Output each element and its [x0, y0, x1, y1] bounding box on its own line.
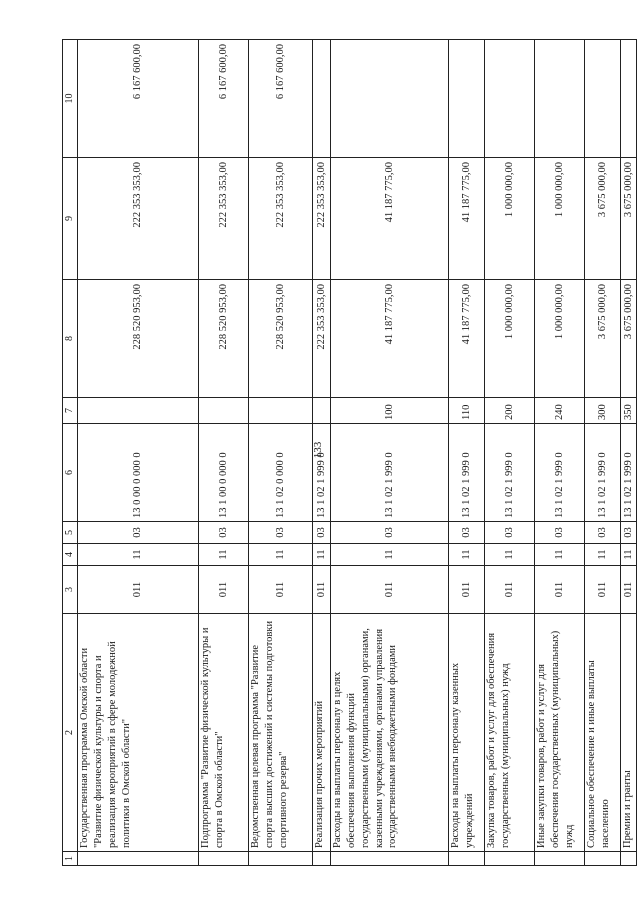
row-cell-col7	[313, 398, 331, 424]
budget-table-region	[62, 40, 634, 866]
column-header: 9	[63, 158, 78, 280]
table-row	[331, 40, 449, 866]
row-cell-col6: 13 1 02 1 999 0	[621, 424, 637, 522]
column-header: 1	[63, 852, 78, 866]
row-cell-col4: 11	[331, 544, 449, 566]
row-cell-col4: 11	[78, 544, 199, 566]
row-cell-col9: 3 675 000,00	[585, 158, 621, 280]
row-cell-col9: 41 187 775,00	[449, 158, 485, 280]
row-cell-col4: 11	[485, 544, 535, 566]
row-cell-col10	[313, 40, 331, 158]
row-cell-col1	[331, 852, 449, 866]
row-cell-col7: 100	[331, 398, 449, 424]
row-cell-col1	[621, 852, 637, 866]
budget-table-rotated	[62, 40, 634, 866]
row-cell-col4: 11	[535, 544, 585, 566]
row-cell-col10	[331, 40, 449, 158]
row-cell-col7	[78, 398, 199, 424]
row-cell-col8: 228 520 953,00	[199, 280, 249, 398]
row-cell-col5: 03	[78, 522, 199, 544]
row-cell-col8: 41 187 775,00	[449, 280, 485, 398]
row-cell-col3: 011	[621, 566, 637, 614]
row-cell-col6: 13 1 00 0 000 0	[199, 424, 249, 522]
row-cell-col9: 222 353 353,00	[313, 158, 331, 280]
row-cell-col6: 13 1 02 1 999 0	[313, 424, 331, 522]
table-row	[78, 40, 199, 866]
row-cell-col8: 228 520 953,00	[78, 280, 199, 398]
row-cell-col4: 11	[199, 544, 249, 566]
row-cell-col8: 1 000 000,00	[485, 280, 535, 398]
row-cell-col5: 03	[199, 522, 249, 544]
row-cell-col3: 011	[485, 566, 535, 614]
row-cell-col8: 228 520 953,00	[249, 280, 313, 398]
row-cell-col3: 011	[249, 566, 313, 614]
row-cell-col4: 11	[585, 544, 621, 566]
row-cell-col5: 03	[249, 522, 313, 544]
row-name-cell: Подпрограмма "Развитие физической культуры и спорта в Омской области"	[199, 614, 249, 852]
row-cell-col9: 41 187 775,00	[331, 158, 449, 280]
row-cell-col8: 3 675 000,00	[621, 280, 637, 398]
table-row	[485, 40, 535, 866]
column-number-row	[63, 40, 78, 866]
row-cell-col5: 03	[585, 522, 621, 544]
row-cell-col1	[485, 852, 535, 866]
row-name-cell: Реализация прочих мероприятий	[313, 614, 331, 852]
row-cell-col9: 1 000 000,00	[485, 158, 535, 280]
row-cell-col1	[199, 852, 249, 866]
row-cell-col5: 03	[535, 522, 585, 544]
column-header: 5	[63, 522, 78, 544]
row-cell-col9: 3 675 000,00	[621, 158, 637, 280]
row-cell-col5: 03	[331, 522, 449, 544]
row-name-cell: Государственная программа Омской области "Развитие физической культуры и спорта и реализация мероприятий в сфере молодежной политики в Омской области"	[78, 614, 199, 852]
row-cell-col7: 200	[485, 398, 535, 424]
column-header: 3	[63, 566, 78, 614]
row-cell-col6: 13 0 00 0 000 0	[78, 424, 199, 522]
row-cell-col6: 13 1 02 1 999 0	[449, 424, 485, 522]
row-name-cell: Расходы на выплаты персоналу в целях обеспечения выполнения функций государственными (муниципальными) органами, казенными учреждениями, органами управления государственными внебюджетными фондами	[331, 614, 449, 852]
row-cell-col10	[585, 40, 621, 158]
row-name-cell: Закупка товаров, работ и услуг для обеспечения государственных (муниципальных) нужд	[485, 614, 535, 852]
row-cell-col10: 6 167 600,00	[249, 40, 313, 158]
column-header: 10	[63, 40, 78, 158]
row-cell-col8: 3 675 000,00	[585, 280, 621, 398]
row-cell-col4: 11	[621, 544, 637, 566]
row-cell-col1	[535, 852, 585, 866]
column-header: 6	[63, 424, 78, 522]
row-cell-col10	[485, 40, 535, 158]
row-cell-col5: 03	[621, 522, 637, 544]
row-name-cell: Иные закупки товаров, работ и услуг для обеспечения государственных (муниципальных) нужд	[535, 614, 585, 852]
row-cell-col3: 011	[585, 566, 621, 614]
row-cell-col6: 13 1 02 0 000 0	[249, 424, 313, 522]
row-cell-col7: 240	[535, 398, 585, 424]
table-row	[621, 40, 637, 866]
table-row	[199, 40, 249, 866]
row-cell-col8: 222 353 353,00	[313, 280, 331, 398]
row-cell-col7	[249, 398, 313, 424]
row-cell-col9: 222 353 353,00	[199, 158, 249, 280]
row-cell-col3: 011	[449, 566, 485, 614]
row-cell-col1	[585, 852, 621, 866]
row-cell-col10: 6 167 600,00	[199, 40, 249, 158]
row-cell-col1	[313, 852, 331, 866]
row-cell-col6: 13 1 02 1 999 0	[485, 424, 535, 522]
table-row	[449, 40, 485, 866]
row-cell-col1	[249, 852, 313, 866]
column-header: 2	[63, 614, 78, 852]
table-row	[585, 40, 621, 866]
row-cell-col4: 11	[249, 544, 313, 566]
table-row	[535, 40, 585, 866]
row-cell-col8: 1 000 000,00	[535, 280, 585, 398]
column-header: 7	[63, 398, 78, 424]
row-cell-col10	[621, 40, 637, 158]
table-row	[249, 40, 313, 866]
row-cell-col5: 03	[485, 522, 535, 544]
row-name-cell: Расходы на выплаты персоналу казенных учреждений	[449, 614, 485, 852]
row-cell-col5: 03	[449, 522, 485, 544]
row-cell-col3: 011	[331, 566, 449, 614]
row-cell-col3: 011	[535, 566, 585, 614]
row-name-cell: Социальное обеспечение и иные выплаты населению	[585, 614, 621, 852]
row-cell-col9: 222 353 353,00	[78, 158, 199, 280]
row-cell-col7: 350	[621, 398, 637, 424]
row-cell-col7: 110	[449, 398, 485, 424]
row-cell-col9: 222 353 353,00	[249, 158, 313, 280]
row-cell-col3: 011	[313, 566, 331, 614]
row-cell-col9: 1 000 000,00	[535, 158, 585, 280]
row-cell-col1	[449, 852, 485, 866]
budget-table	[62, 39, 637, 866]
row-cell-col6: 13 1 02 1 999 0	[585, 424, 621, 522]
table-row	[313, 40, 331, 866]
row-cell-col1	[78, 852, 199, 866]
row-name-cell: Премии и гранты	[621, 614, 637, 852]
row-cell-col5: 03	[313, 522, 331, 544]
row-cell-col6: 13 1 02 1 999 0	[331, 424, 449, 522]
row-cell-col4: 11	[313, 544, 331, 566]
column-header: 4	[63, 544, 78, 566]
row-cell-col4: 11	[449, 544, 485, 566]
row-cell-col6: 13 1 02 1 999 0	[535, 424, 585, 522]
row-cell-col7	[199, 398, 249, 424]
row-cell-col3: 011	[199, 566, 249, 614]
page-number: 133	[312, 441, 324, 459]
row-cell-col7: 300	[585, 398, 621, 424]
row-cell-col10	[535, 40, 585, 158]
row-cell-col10: 6 167 600,00	[78, 40, 199, 158]
row-cell-col8: 41 187 775,00	[331, 280, 449, 398]
column-header: 8	[63, 280, 78, 398]
row-cell-col10	[449, 40, 485, 158]
row-cell-col3: 011	[78, 566, 199, 614]
row-name-cell: Ведомственная целевая программа "Развитие спорта высших достижений и системы подготовки спортивного резерва"	[249, 614, 313, 852]
